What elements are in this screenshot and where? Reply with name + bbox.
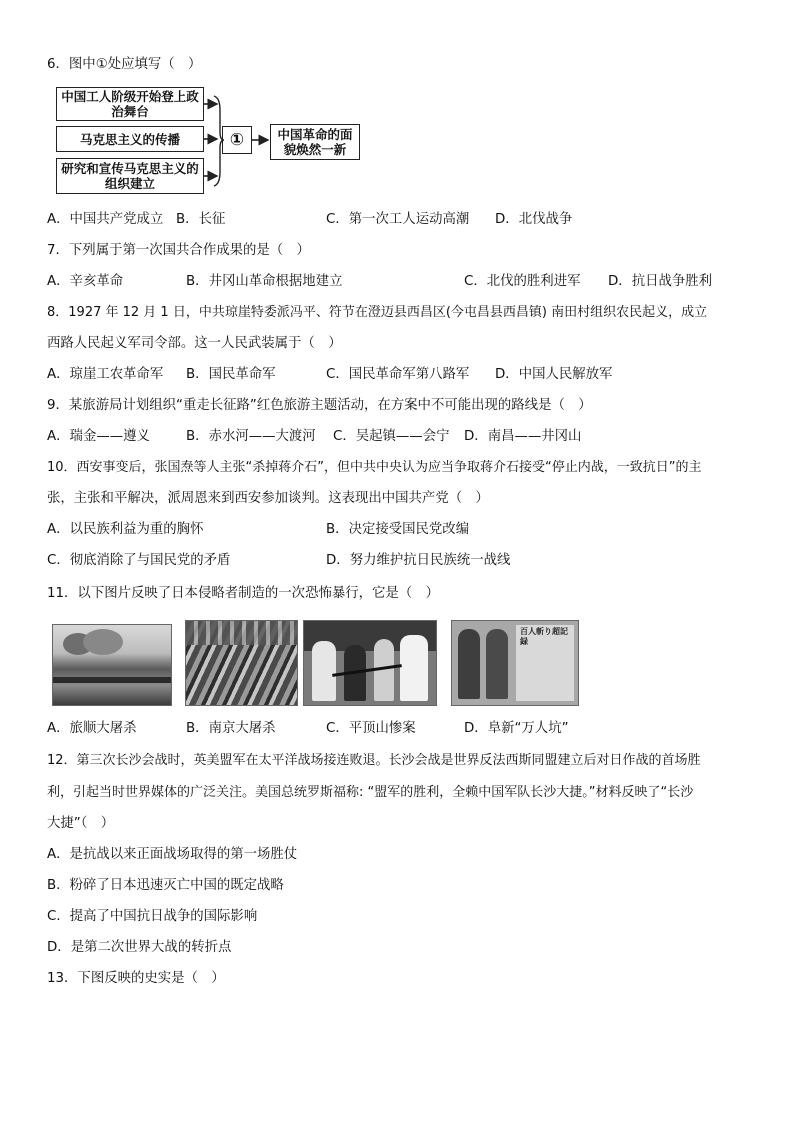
q8-option-a: A．琼崖工农革命军 <box>47 367 164 382</box>
q6-blank-box: ① <box>222 126 252 154</box>
q7-option-a: A．辛亥革命 <box>47 274 124 289</box>
q6-cause-box-1: 中国工人阶级开始登上政治舞台 <box>56 87 204 121</box>
q11-photo-4-caption: 百人斬り超記録 <box>520 627 568 646</box>
q6-cause-box-3: 研究和宣传马克思主义的组织建立 <box>56 158 204 194</box>
q7-option-b: B．井冈山革命根据地建立 <box>186 274 343 289</box>
q9-option-a: A．瑞金——遵义 <box>47 429 150 444</box>
q8-stem-line-1: 8．1927 年 12 月 1 日，中共琼崖特委派冯平、符节在澄迈县西昌区(今屯昌县西昌镇) 南田村组织农民起义，成立 <box>47 305 708 320</box>
q8-option-b: B．国民革命军 <box>186 367 276 382</box>
q9-stem: 9．某旅游局计划组织“重走长征路”红色旅游主题活动，在方案中不可能出现的路线是（ ） <box>47 398 592 413</box>
q8-option-d: D．中国人民解放军 <box>495 367 613 382</box>
q12-option-b: B．粉碎了日本迅速灭亡中国的既定战略 <box>47 878 284 893</box>
q11-photo-2 <box>185 620 298 706</box>
q11-stem: 11．以下图片反映了日本侵略者制造的一次恐怖暴行，它是（ ） <box>47 586 439 601</box>
q12-stem-line-3: 大捷”（ ） <box>47 816 115 831</box>
q10-option-b: B．决定接受国民党改编 <box>326 522 470 537</box>
q10-option-c: C．彻底消除了与国民党的矛盾 <box>47 553 231 568</box>
q12-option-c: C．提高了中国抗日战争的国际影响 <box>47 909 258 924</box>
q12-option-d: D．是第二次世界大战的转折点 <box>47 940 232 955</box>
q11-option-c: C．平顶山惨案 <box>326 721 416 736</box>
q6-result-box: 中国革命的面貌焕然一新 <box>270 124 360 160</box>
q9-option-d: D．南昌——井冈山 <box>464 429 582 444</box>
q9-option-b: B．赤水河——大渡河 <box>186 429 316 444</box>
q6-option-b: B．长征 <box>176 212 226 227</box>
q11-photo-3 <box>303 620 437 706</box>
q7-option-c: C．北伐的胜利进军 <box>464 274 581 289</box>
q12-stem-line-2: 利，引起当时世界媒体的广泛关注。美国总统罗斯福称: “盟军的胜利，全赖中国军队长沙大捷。”材料反映了“长沙 <box>47 785 694 800</box>
q6-option-d: D．北伐战争 <box>495 212 573 227</box>
q6-option-a: A．中国共产党成立 <box>47 212 164 227</box>
q6-cause-box-2: 马克思主义的传播 <box>56 126 204 152</box>
q7-stem: 7．下列属于第一次国共合作成果的是（ ） <box>47 243 310 258</box>
q11-option-b: B．南京大屠杀 <box>186 721 276 736</box>
q12-stem-line-1: 12．第三次长沙会战时，英美盟军在太平洋战场接连败退。长沙会战是世界反法西斯同盟建立后对日作战的首场胜 <box>47 753 701 768</box>
q8-stem-line-2: 西路人民起义军司令部。这一人民武装属于（ ） <box>47 336 342 351</box>
q11-option-a: A．旅顺大屠杀 <box>47 721 137 736</box>
q11-photo-4 <box>451 620 579 706</box>
q8-option-c: C．国民革命军第八路军 <box>326 367 470 382</box>
q7-option-d: D．抗日战争胜利 <box>608 274 713 289</box>
q10-option-a: A．以民族利益为重的胸怀 <box>47 522 204 537</box>
q10-option-d: D．努力维护抗日民族统一战线 <box>326 553 511 568</box>
q12-option-a: A．是抗战以来正面战场取得的第一场胜仗 <box>47 847 298 862</box>
q13-stem: 13．下图反映的史实是（ ） <box>47 971 225 986</box>
q6-option-c: C．第一次工人运动高潮 <box>326 212 470 227</box>
q10-stem-line-2: 张，主张和平解决，派周恩来到西安参加谈判。这表现出中国共产党（ ） <box>47 491 489 506</box>
q6-stem: 6．图中①处应填写（ ） <box>47 57 202 72</box>
q9-option-c: C．吴起镇——会宁 <box>333 429 450 444</box>
q11-photo-1 <box>52 624 172 706</box>
q11-option-d: D．阜新“万人坑” <box>464 721 569 736</box>
q10-stem-line-1: 10．西安事变后，张国焘等人主张“杀掉蒋介石”，但中共中央认为应当争取蒋介石接受“停止内战，一致抗日”的主 <box>47 460 702 475</box>
